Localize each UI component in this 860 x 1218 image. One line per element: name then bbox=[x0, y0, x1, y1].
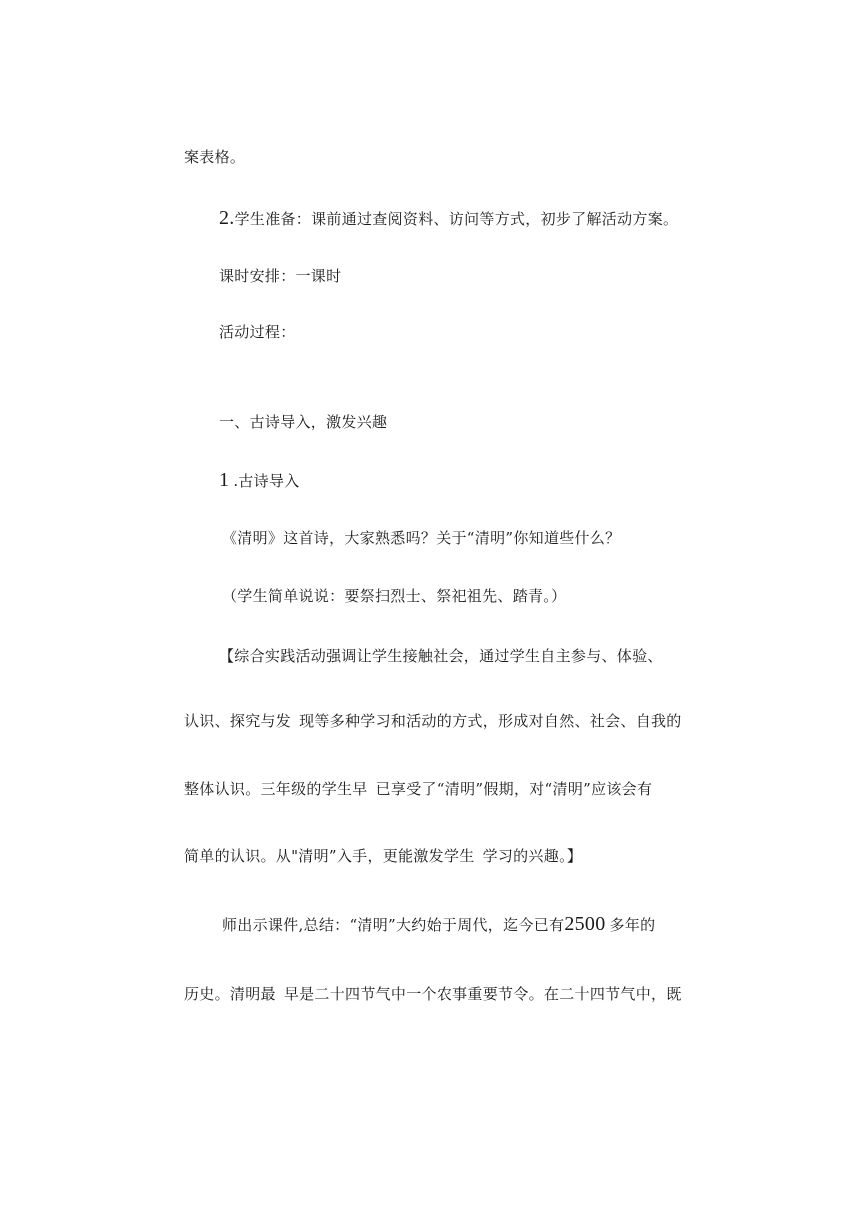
paragraph-line bbox=[219, 208, 678, 229]
paragraph-line bbox=[222, 586, 566, 606]
paragraph-line bbox=[184, 711, 682, 731]
subsection-heading bbox=[219, 470, 300, 491]
text: 已享受了“清明”假期，对“清明”应该会有 bbox=[375, 780, 653, 798]
list-number: 1 bbox=[219, 469, 230, 491]
paragraph-line bbox=[184, 984, 682, 1004]
paragraph-line bbox=[184, 147, 245, 167]
text: 【综合实践活动强调让学生接触社会，通过学生自主参与、体验、 bbox=[219, 647, 663, 665]
text: .古诗导入 bbox=[233, 472, 300, 490]
text: 多年的 bbox=[609, 916, 656, 934]
text: 简单的认识。从"清明”入手，更能激发学生 bbox=[184, 847, 475, 865]
text: 课时安排：一课时 bbox=[219, 267, 342, 285]
text: 整体认识。三年级的学生早 bbox=[184, 780, 368, 798]
paragraph-line bbox=[222, 914, 655, 935]
text: 师出示课件,总结：“清明”大约始于周代，迄今已有 bbox=[222, 916, 565, 934]
text: 学习的兴趣。】 bbox=[482, 847, 583, 865]
paragraph-line bbox=[219, 266, 341, 286]
paragraph-line bbox=[184, 846, 582, 866]
text: 活动过程： bbox=[219, 323, 296, 341]
list-number: 2. bbox=[219, 207, 235, 229]
text: 历史。清明最 bbox=[184, 985, 276, 1003]
text: 《清明》这首诗，大家熟悉吗？关于“清明”你知道些什么？ bbox=[222, 529, 621, 547]
text: 学生准备：课前通过查阅资料、访问等方式，初步了解活动方案。 bbox=[234, 210, 679, 228]
paragraph-line bbox=[184, 779, 652, 799]
paragraph-line bbox=[222, 528, 620, 548]
text: 现等多种学习和活动的方式，形成对自然、社会、自我的 bbox=[299, 712, 682, 730]
text: （学生简单说说：要祭扫烈士、祭祀祖先、踏青。） bbox=[222, 587, 567, 605]
paragraph-line bbox=[219, 646, 663, 666]
number: 2500 bbox=[564, 913, 606, 935]
text: 早是二十四节气中一个农事重要节令。在二十四节气中，既 bbox=[283, 985, 682, 1003]
text: 认识、探究与发 bbox=[184, 712, 292, 730]
paragraph-line bbox=[219, 322, 296, 342]
section-heading bbox=[219, 412, 387, 432]
text: 案表格。 bbox=[184, 148, 246, 166]
text: 一、古诗导入，激发兴趣 bbox=[219, 413, 388, 431]
